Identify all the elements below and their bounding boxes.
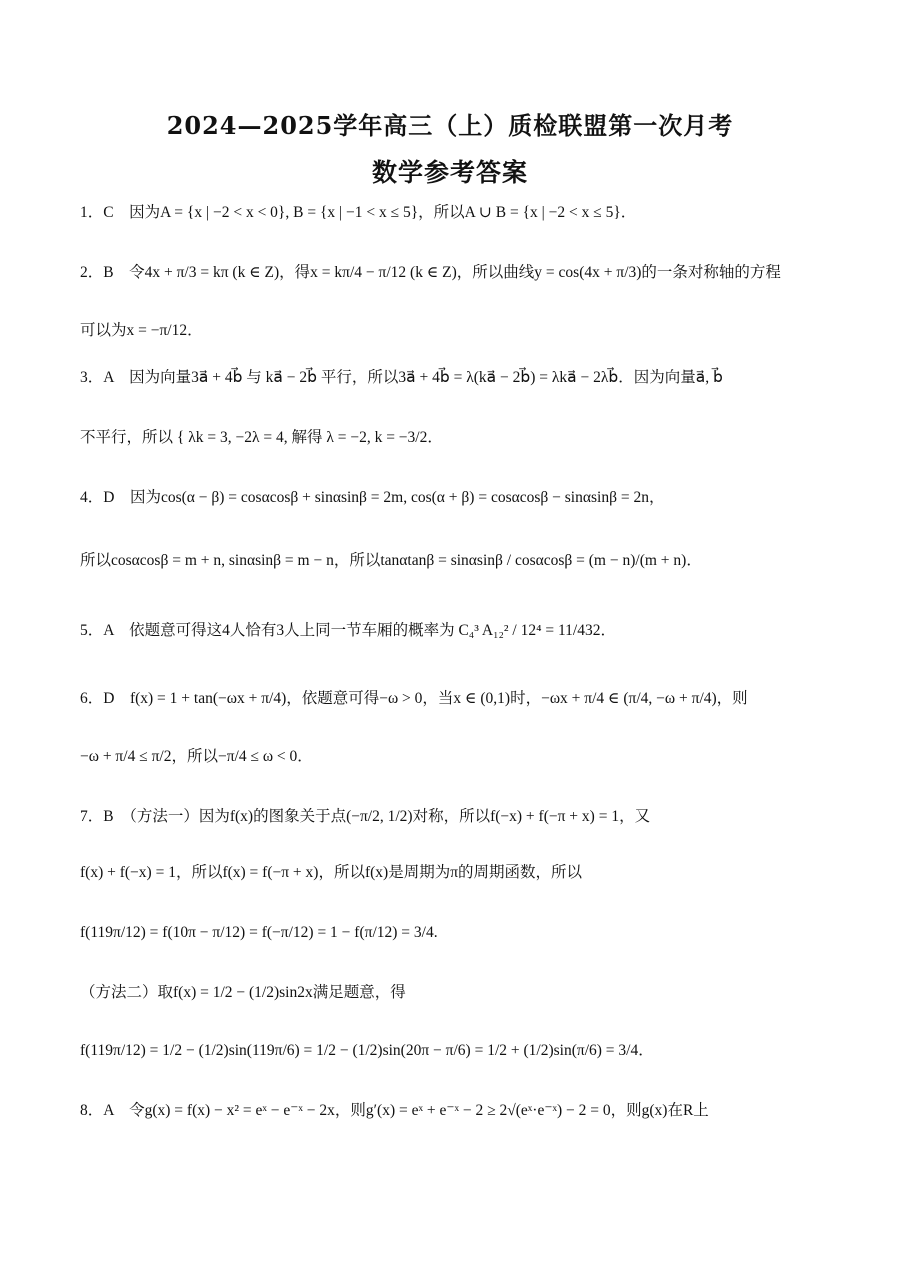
answer-7-cont-1: f(x) + f(−x) = 1，所以f(x) = f(−π + x)，所以f(x)是周期为π的周期函数，所以	[80, 864, 583, 881]
page-title: 2024—2025学年高三（上）质检联盟第一次月考	[166, 111, 734, 140]
answer-3: 3．A 因为向量3a⃗ + 4b⃗ 与 ka⃗ − 2b⃗ 平行，所以3a⃗ + 4b⃗ = λ(ka⃗ − 2b⃗) = λka⃗ − 2λb⃗．因为向量a⃗, b⃗	[80, 369, 723, 386]
answer-5: 5．A 依题意可得这4人恰有3人上同一节车厢的概率为 C₄³ A₁₂² / 12⁴ = 11/432．	[80, 622, 616, 639]
answer-7-method-2: （方法二）取f(x) = 1/2 − (1/2)sin2x满足题意，得	[80, 984, 406, 1001]
answer-7-method-1: 7．B （方法一）因为f(x)的图象关于点(−π/2, 1/2)对称，所以f(−x) + f(−π + x) = 1，又	[80, 808, 651, 825]
answer-6-cont: −ω + π/4 ≤ π/2，所以−π/4 ≤ ω < 0．	[80, 748, 313, 765]
answer-7-cont-2: f(119π/12) = f(10π − π/12) = f(−π/12) = 1 − f(π/12) = 3/4.	[80, 924, 438, 941]
answer-2: 2．B 令4x + π/3 = kπ (k ∈ Z)，得x = kπ/4 − π/12 (k ∈ Z)，所以曲线y = cos(4x + π/3)的一条对称轴的方程	[80, 264, 781, 281]
page-subtitle: 数学参考答案	[371, 158, 528, 187]
answer-6: 6．D f(x) = 1 + tan(−ωx + π/4)，依题意可得−ω > 0，当x ∈ (0,1)时，−ωx + π/4 ∈ (π/4, −ω + π/4)，则	[80, 690, 748, 707]
answer-7-cont-3: f(119π/12) = 1/2 − (1/2)sin(119π/6) = 1/2 − (1/2)sin(20π − π/6) = 1/2 + (1/2)sin(π/6) = 3/4．	[80, 1042, 654, 1059]
answer-4: 4．D 因为cos(α − β) = cosαcosβ + sinαsinβ = 2m, cos(α + β) = cosαcosβ − sinαsinβ = 2n，	[80, 489, 665, 506]
answer-8: 8．A 令g(x) = f(x) − x² = eˣ − e⁻ˣ − 2x，则g′(x) = eˣ + e⁻ˣ − 2 ≥ 2√(eˣ·e⁻ˣ) − 2 = 0，则g(x)在R上	[80, 1102, 709, 1119]
answer-4-cont: 所以cosαcosβ = m + n, sinαsinβ = m − n，所以tanαtanβ = sinαsinβ / cosαcosβ = (m − n)/(m + n)．	[80, 552, 702, 569]
answer-1: 1．C 因为A = {x | −2 < x < 0}, B = {x | −1 < x ≤ 5}，所以A ∪ B = {x | −2 < x ≤ 5}．	[80, 204, 637, 221]
answer-2-cont: 可以为x = −π/12．	[80, 322, 203, 339]
answer-3-cont: 不平行，所以 { λk = 3, −2λ = 4, 解得 λ = −2, k = −3/2．	[80, 429, 443, 446]
